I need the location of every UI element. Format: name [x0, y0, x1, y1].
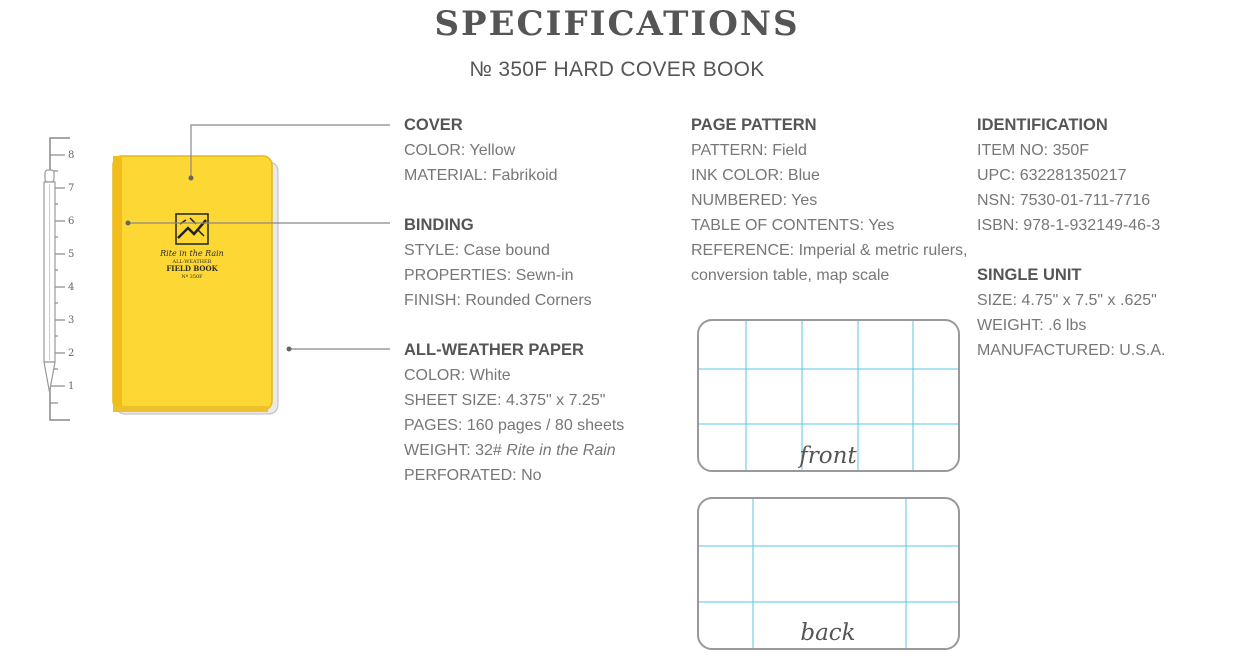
- single-unit-section: [977, 263, 1165, 363]
- cover-section: [404, 113, 558, 188]
- binding-properties-label: PROPERTIES:: [404, 267, 512, 284]
- pattern-reference-value: Imperial & metric rulers,: [798, 242, 968, 259]
- pattern-reference-row: [691, 238, 968, 263]
- binding-properties-value: Sewn-in: [515, 267, 574, 284]
- paper-weight-label: WEIGHT:: [404, 442, 471, 459]
- cover-color-value: Yellow: [469, 142, 516, 159]
- ident-nsn-label: NSN:: [977, 192, 1016, 209]
- identification-section: [977, 113, 1160, 238]
- ruler-mark: 8: [68, 150, 75, 161]
- paper-perforated-value: No: [521, 467, 542, 484]
- field-book-image: [113, 156, 278, 414]
- back-label: back: [800, 620, 856, 646]
- unit-weight-row: [977, 313, 1165, 338]
- pattern-heading: PAGE PATTERN: [691, 116, 817, 134]
- ident-isbn-label: ISBN:: [977, 217, 1019, 234]
- pattern-toc-label: TABLE OF CONTENTS:: [691, 217, 865, 234]
- cover-line2: FIELD BOOK: [166, 264, 218, 273]
- pattern-pattern-label: PATTERN:: [691, 142, 768, 159]
- ident-item-row: [977, 138, 1160, 163]
- ident-upc-row: [977, 163, 1160, 188]
- cover-brand: Rite in the Rain: [160, 249, 224, 258]
- pencil-icon: [44, 170, 55, 392]
- pattern-ink-value: Blue: [787, 167, 820, 184]
- ruler-mark: 3: [68, 315, 75, 326]
- unit-size-row: [977, 288, 1165, 313]
- paper-pages-label: PAGES:: [404, 417, 463, 434]
- pattern-reference-label: REFERENCE:: [691, 242, 795, 259]
- front-page-preview: [698, 320, 959, 471]
- pattern-toc-value: Yes: [868, 217, 895, 234]
- front-label: front: [799, 443, 857, 469]
- pattern-pattern-row: [691, 138, 968, 163]
- paper-heading: ALL-WEATHER PAPER: [404, 341, 584, 359]
- unit-weight-value: .6 lbs: [1048, 317, 1087, 334]
- binding-finish-row: [404, 288, 592, 313]
- cover-material-label: MATERIAL:: [404, 167, 488, 184]
- cover-line3: Nº 350F: [181, 274, 203, 280]
- ident-item-label: ITEM NO:: [977, 142, 1049, 159]
- pattern-ink-row: [691, 163, 968, 188]
- back-page-preview: [698, 498, 959, 649]
- cover-line1: ALL-WEATHER: [172, 259, 212, 265]
- binding-pointer-dot: [126, 221, 131, 226]
- cover-material-value: Fabrikoid: [491, 167, 558, 184]
- binding-finish-value: Rounded Corners: [465, 292, 592, 309]
- cover-heading: COVER: [404, 116, 463, 134]
- paper-weight-row: [404, 438, 624, 463]
- binding-style-row: [404, 238, 592, 263]
- pattern-reference-row-2: [691, 263, 968, 288]
- cover-pointer-dot: [189, 176, 194, 181]
- ruler-mark: 1: [68, 381, 75, 392]
- ruler-mark: 4: [68, 282, 75, 293]
- binding-style-label: STYLE:: [404, 242, 460, 259]
- cover-color-label: COLOR:: [404, 142, 466, 159]
- paper-weight-value: 32#: [475, 442, 502, 459]
- paper-perforated-row: [404, 463, 624, 488]
- unit-manufactured-row: [977, 338, 1165, 363]
- paper-color-label: COLOR:: [404, 367, 466, 384]
- ident-upc-value: 632281350217: [1019, 167, 1127, 184]
- binding-section: [404, 213, 592, 313]
- paper-pages-value: 160 pages / 80 sheets: [466, 417, 625, 434]
- pattern-pattern-value: Field: [772, 142, 807, 159]
- ident-isbn-row: [977, 213, 1160, 238]
- identification-heading: IDENTIFICATION: [977, 116, 1108, 134]
- cover-color-row: [404, 138, 558, 163]
- unit-size-value: 4.75" x 7.5" x .625": [1021, 292, 1157, 309]
- page-title: SPECIFICATIONS: [434, 4, 800, 44]
- pattern-numbered-value: Yes: [791, 192, 818, 209]
- unit-size-label: SIZE:: [977, 292, 1018, 309]
- paper-sheet-row: [404, 388, 624, 413]
- page-subtitle: № 350F HARD COVER BOOK: [469, 58, 765, 81]
- ruler-mark: 7: [68, 183, 75, 194]
- ruler-mark: 6: [68, 216, 75, 227]
- paper-sheet-label: SHEET SIZE:: [404, 392, 502, 409]
- unit-weight-label: WEIGHT:: [977, 317, 1044, 334]
- ident-nsn-row: [977, 188, 1160, 213]
- ident-upc-label: UPC:: [977, 167, 1016, 184]
- pattern-numbered-row: [691, 188, 968, 213]
- paper-section: [404, 338, 624, 488]
- paper-perforated-label: PERFORATED:: [404, 467, 517, 484]
- paper-pages-row: [404, 413, 624, 438]
- ident-nsn-value: 7530-01-711-7716: [1019, 192, 1151, 209]
- unit-manufactured-value: U.S.A.: [1119, 342, 1166, 359]
- binding-finish-label: FINISH:: [404, 292, 461, 309]
- paper-pointer-dot: [287, 347, 292, 352]
- binding-heading: BINDING: [404, 216, 474, 234]
- pattern-section: [691, 113, 968, 288]
- binding-properties-row: [404, 263, 592, 288]
- paper-weight-brand: Rite in the Rain: [506, 442, 616, 459]
- pattern-ink-label: INK COLOR:: [691, 167, 784, 184]
- paper-color-value: White: [469, 367, 511, 384]
- paper-sheet-value: 4.375" x 7.25": [505, 392, 606, 409]
- ident-isbn-value: 978-1-932149-46-3: [1023, 217, 1161, 234]
- pattern-reference-value-2: conversion table, map scale: [691, 267, 890, 284]
- pattern-numbered-label: NUMBERED:: [691, 192, 788, 209]
- binding-style-value: Case bound: [463, 242, 550, 259]
- paper-color-row: [404, 363, 624, 388]
- ruler-mark: 2: [68, 348, 75, 359]
- unit-manufactured-label: MANUFACTURED:: [977, 342, 1115, 359]
- single-unit-heading: SINGLE UNIT: [977, 266, 1082, 284]
- cover-material-row: [404, 163, 558, 188]
- pattern-toc-row: [691, 213, 968, 238]
- ident-item-value: 350F: [1052, 142, 1090, 159]
- ruler-mark: 5: [68, 249, 75, 260]
